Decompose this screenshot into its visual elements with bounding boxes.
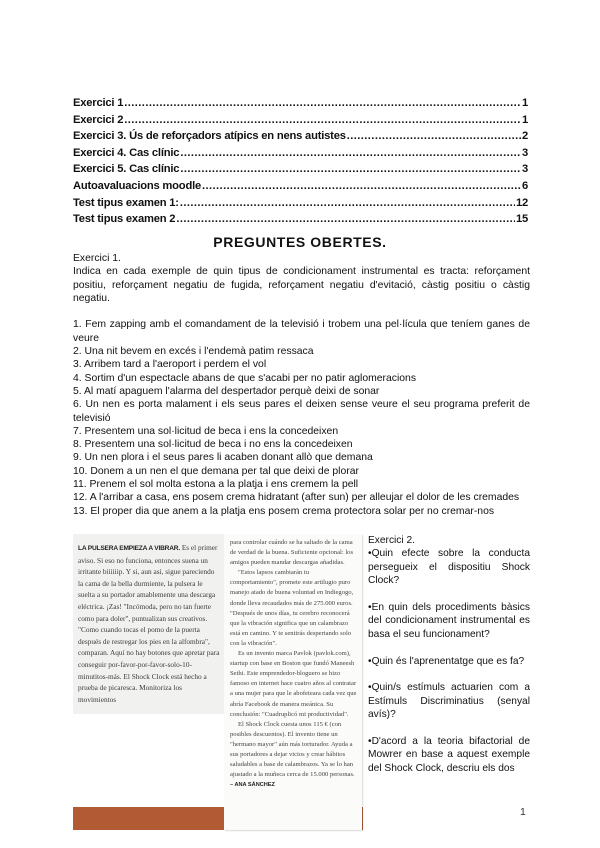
toc-entry-page: 12 [515, 196, 528, 209]
spacer [73, 305, 530, 318]
exercise-1-title: Exercici 1. [73, 253, 121, 264]
toc-entry[interactable] [73, 112, 528, 129]
section-heading: PREGUNTES OBERTES. [213, 234, 387, 250]
clipping-paragraph: "Estos lapsos cambiarán tu comportamiento", promete este artilugio puro manejo atado de buena voluntad en Indiegogo, donde lleva recaudados más de 275.000 euros. "Después de unos días, tu cerebro reconocerá que la vibración significa que un calambrazo está en camino. Y te sentirás despertando solo con la vibración". [230, 569, 354, 647]
toc-entry-page: 6 [521, 179, 528, 192]
toc-entry[interactable] [73, 195, 528, 212]
exercise-1-item: 4. Sortim d'un espectacle abans de que s'acabi per no patir aglomeracions [73, 372, 417, 384]
exercise-2-title: Exercici 2. [368, 535, 415, 546]
toc-leader-dots [202, 178, 521, 195]
toc-leader-dots [180, 145, 521, 162]
clipping-lead: LA PULSERA EMPIEZA A VIBRAR. [78, 545, 180, 552]
exercise-2-question: •Quin és l'aprenentatge que es fa? [368, 655, 525, 667]
toc-leader-dots [176, 211, 515, 228]
toc-entry-title: Exercici 3. Ús de reforçadors atípics en nens autistes [73, 130, 346, 143]
toc-leader-dots [180, 161, 521, 178]
toc-leader-dots [347, 128, 521, 145]
clipping-paragraph: El Shock Clock cuesta unos 115 € (con posibles descuentos). El invento tiene un "hermano mayor" aún más torturador. Ayuda a sus portadores a dejar vicios y crear hábitos saludables a base de calambrazos. Ya se lo han ajustado a la muñeca cerca de 15.000 personas. [230, 720, 355, 779]
toc-entry[interactable] [73, 211, 528, 228]
clipping-left-column [73, 534, 224, 714]
exercise-2-question: •D'acord a la teoria bifactorial de Mowrer en base a aquest exemple del Shock Clock, descriu els dos [368, 736, 530, 774]
table-of-contents [73, 95, 528, 228]
toc-entry-title: Exercici 5. Cas clínic [73, 163, 180, 176]
toc-entry-page: 1 [521, 113, 528, 126]
toc-entry-page: 2 [521, 130, 528, 143]
toc-entry-title: Test tipus examen 2 [73, 213, 176, 226]
toc-entry-title: Exercici 4. Cas clínic [73, 146, 180, 159]
exercise-1-item: 6. Un nen es porta malament i els seus pares el deixen sense veure el seu programa preferit de televisió [73, 399, 530, 424]
toc-entry-title: Test tipus examen 1: [73, 196, 179, 209]
toc-entry[interactable] [73, 145, 528, 162]
exercise-2 [368, 534, 530, 775]
toc-entry[interactable] [73, 178, 528, 195]
exercise-1-item: 8. Presentem una sol·licitud de beca i no ens la concedeixen [73, 439, 353, 451]
toc-entry[interactable] [73, 128, 528, 145]
toc-leader-dots [124, 112, 521, 129]
toc-entry-title: Autoavaluacions moodle [73, 179, 202, 192]
exercise-1-item: 11. Prenem el sol molta estona a la platja i ens cremem la pell [73, 479, 359, 491]
toc-entry-page: 1 [521, 97, 528, 109]
clipping-paragraph: Es un invento marca Pavlok (pavlok.com), startup con base en Boston que fundó Maneesh Sethi. Este emprendedor-bloguero se hizo famoso en internet hace cuatro años al contratar a una mujer para que le abofeteara cada vez que abría Facebook de manera meánica. Su conclusión: "Cuadruplicó mi productividad". [230, 650, 357, 718]
exercise-2-question: •En quin dels procediments bàsics del condicionament instrumental es basa el seu funcionament? [368, 602, 530, 640]
newspaper-clipping-image [73, 534, 363, 832]
clipping-left-text: Es el primer aviso. Si eso no funciona, entonces suena un irritante biiiiiip. Y si, aun así, sigue pareciendo la cama de la bella durmiente, la pulsera le suelta a su portador amablemente una descarga eléctrica. ¡Zas! "Incómoda, pero no tan fuerte como para doler", puntualizan sus creativos. "Como cuando tocas el pomo de la puerta después de restregar los pies en la alfombra", comparan. Aquí no hay botones que apretar para conseguir por-favor-por-favor-solo-10-minutitos-más. El Shock Clock está hecho a prueba de picaresca. Monitoriza los movimientos [78, 543, 220, 704]
toc-leader-dots [124, 95, 521, 112]
toc-entry[interactable] [73, 95, 528, 112]
exercise-2-question: •Quin/s estímuls actuarien com a Estímuls Discriminatius (senyal avís)? [368, 682, 530, 721]
toc-entry[interactable] [73, 161, 528, 178]
clipping-right-column [224, 534, 362, 830]
exercise-1-instruction: Indica en cada exemple de quin tipus de condicionament instrumental es tracta: reforçament positiu, reforçament negatiu de fugida, reforçament negatiu d'evitació, càstig positiu o càstig negatiu. [73, 266, 530, 304]
toc-entry-page: 3 [521, 146, 528, 159]
exercise-1-item: 1. Fem zapping amb el comandament de la televisió i trobem una pel·lícula que teníem ganes de veure [73, 319, 530, 344]
exercise-1-item: 13. El proper dia que anem a la platja ens posem crema protectora solar per no cremar-nos [73, 505, 495, 517]
exercise-1-item: 2. Una nit bevem en excés i l'endemà patim ressaca [73, 346, 314, 358]
exercise-1-item: 3. Arribem tard a l'aeroport i perdem el vol [73, 359, 267, 371]
exercise-1-item: 10. Donem a un nen el que demana per tal que deixi de plorar [73, 465, 359, 477]
clipping-paragraph: para controlar cuándo se ha saltado de la cama de verdad de la buena. Suficiente opcional: los amigos pueden mandar descargas añadidas. [230, 539, 354, 567]
toc-entry-page: 3 [521, 163, 528, 176]
toc-entry-title: Exercici 2 [73, 113, 124, 126]
exercise-1-item: 9. Un nen plora i el seus pares li acaben donant allò que demana [73, 452, 373, 464]
toc-entry-page: 15 [515, 213, 528, 226]
exercise-1 [73, 252, 530, 518]
page-number: 1 [520, 806, 526, 818]
clipping-signature: – ANA SÁNCHEZ [230, 782, 275, 789]
exercise-2-question: •Quin efecte sobre la conducta persegueix el dispositiu Shock Clock? [368, 548, 530, 587]
exercise-1-item: 12. A l'arribar a casa, ens posem crema hidratant (after sun) per alleujar el dolor de les cremades [73, 492, 520, 504]
exercise-1-item: 5. Al matí apaguem l'alarma del despertador perquè deixi de sonar [73, 385, 380, 397]
exercise-1-item: 7. Presentem una sol·licitud de beca i ens la concedeixen [73, 425, 339, 437]
toc-leader-dots [180, 195, 515, 212]
toc-entry-title: Exercici 1 [73, 97, 124, 109]
